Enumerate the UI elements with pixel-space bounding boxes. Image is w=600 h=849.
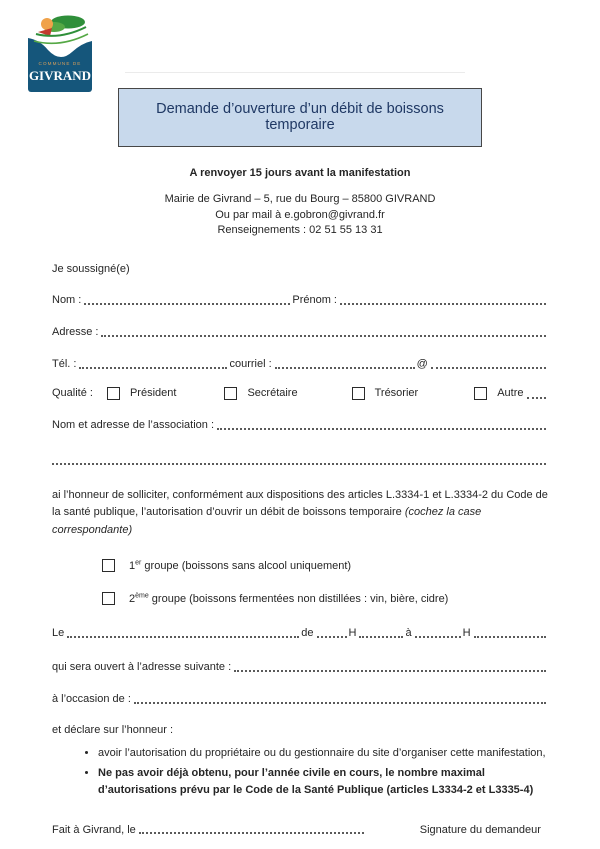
request-note: (cochez la case correspondante): [52, 506, 482, 536]
h2-label: H: [462, 627, 471, 639]
checkbox-secretaire[interactable]: [224, 387, 237, 400]
hour-end-line[interactable]: [415, 626, 461, 638]
nom-input-line[interactable]: [84, 293, 290, 305]
group2-row: [102, 592, 548, 605]
phone-line: Renseignements : 02 51 55 13 31: [217, 224, 383, 236]
association-input-line-2[interactable]: [52, 453, 546, 465]
open-address-row: [52, 660, 548, 674]
association-label: Nom et adresse de l’association :: [52, 418, 215, 431]
at-symbol: @: [416, 357, 428, 370]
secretaire-label: Secrétaire: [247, 387, 298, 399]
address-row: [52, 325, 548, 339]
form-title: Demande d’ouverture d’un débit de boissons temporaire: [156, 101, 444, 133]
autre-input-line[interactable]: [527, 387, 547, 399]
request-text: ai l’honneur de solliciter, conformément aux dispositions des articles L.3334-1 et L.3334-2 du Code de la santé publique, l’autorisation d’ouvrir un débit de boissons temporaire: [52, 488, 548, 518]
fait-date-line[interactable]: [139, 822, 364, 834]
prenom-input-line[interactable]: [340, 293, 546, 305]
tresorier-label: Trésorier: [374, 387, 419, 399]
qualite-label: Qualité :: [52, 387, 93, 399]
logo-name-label: GIVRAND: [28, 68, 92, 83]
declare-bullets: [52, 745, 548, 800]
association-row: [52, 418, 548, 432]
occasion-row: [52, 692, 548, 706]
minute-start-line[interactable]: [359, 626, 403, 638]
courriel-domain-line[interactable]: [431, 357, 546, 369]
form-title-box: [118, 88, 482, 147]
contact-row: [52, 357, 548, 371]
autre-label: Autre: [497, 387, 524, 399]
deadline-note: A renvoyer 15 jours avant la manifestation: [189, 167, 411, 179]
minute-end-line[interactable]: [474, 626, 546, 638]
footer-row: [52, 822, 548, 836]
group1-label: 1er groupe (boissons sans alcool uniquement): [129, 558, 352, 572]
checkbox-autre[interactable]: [474, 387, 487, 400]
adresse-label: Adresse :: [52, 325, 99, 338]
qualite-row: [52, 387, 548, 400]
prenom-label: Prénom :: [292, 293, 337, 306]
logo-graphic: [28, 14, 92, 92]
mairie-address: Mairie de Givrand – 5, rue du Bourg – 85800 GIVRAND: [164, 193, 436, 205]
open-address-label: qui sera ouvert à l’adresse suivante :: [52, 661, 232, 673]
bullet-max-authorizations: • Ne pas avoir déjà obtenu, pour l’année civile en cours, le nombre maximal d’autorisations prévu par le Code de la Santé Publique (articles L3334-2 et L3335-4): [98, 765, 548, 800]
occasion-label: à l’occasion de :: [52, 693, 131, 705]
h1-label: H: [348, 627, 357, 639]
association-row-2: [52, 453, 548, 467]
president-label: Président: [129, 387, 177, 399]
faint-divider-line: [125, 72, 465, 73]
association-input-line[interactable]: [217, 418, 546, 430]
fait-label: Fait à Givrand, le: [52, 823, 136, 836]
givrand-commune-logo: [28, 14, 92, 92]
occasion-input-line[interactable]: [134, 692, 546, 704]
signature-label: Signature du demandeur: [419, 823, 541, 836]
bullet-authorization: • avoir l’autorisation du propriétaire ou du gestionnaire du site d’organiser cette manifestation,: [98, 745, 548, 763]
checkbox-group2[interactable]: [102, 592, 115, 605]
adresse-input-line[interactable]: [101, 325, 546, 337]
sun-icon: [41, 18, 53, 30]
courriel-input-line[interactable]: [275, 357, 415, 369]
mail-line: Ou par mail à e.gobron@givrand.fr: [215, 208, 385, 221]
checkbox-president[interactable]: [107, 387, 120, 400]
checkbox-tresorier[interactable]: [352, 387, 365, 400]
declare-line: et déclare sur l’honneur :: [52, 724, 174, 736]
logo-commune-label: COMMUNE DE: [38, 61, 82, 66]
checkbox-group1[interactable]: [102, 559, 115, 572]
date-input-line[interactable]: [67, 626, 299, 638]
le-label: Le: [52, 627, 65, 639]
de-label: de: [301, 627, 314, 639]
name-row: [52, 293, 548, 307]
tel-label: Tél. :: [52, 357, 77, 370]
group1-row: [102, 559, 548, 572]
request-paragraph: [52, 487, 548, 540]
group2-label: 2ème groupe (boissons fermentées non distillées : vin, bière, cidre): [129, 591, 449, 605]
nom-label: Nom :: [52, 293, 82, 306]
intro-line: Je soussigné(e): [52, 262, 130, 275]
open-address-input-line[interactable]: [234, 660, 546, 672]
date-row: [52, 626, 548, 640]
tel-input-line[interactable]: [79, 357, 227, 369]
hour-start-line[interactable]: [317, 626, 347, 638]
a-label: à: [405, 627, 412, 639]
courriel-label: courriel :: [229, 357, 272, 370]
